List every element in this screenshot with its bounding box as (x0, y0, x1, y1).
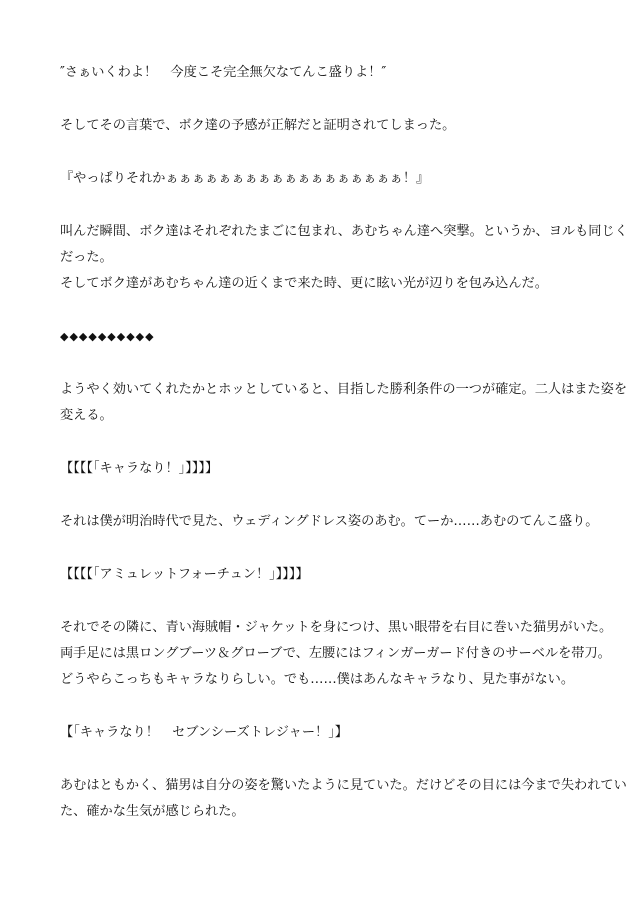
text-line: 【「キャラなり！ セブンシーズトレジャー！」】 (60, 725, 348, 740)
text-line: それは僕が明治時代で見た、ウェディングドレス姿のあむ。てーか……あむのてんこ盛り。 (60, 514, 599, 529)
text-line: ″さぁいくわよ！ 今度こそ完全無欠なてんこ盛りよ！″ (60, 65, 387, 80)
text-line: た、確かな生気が感じられた。 (60, 804, 245, 819)
section-divider: ◆◆◆◆◆◆◆◆◆◆ (60, 330, 155, 343)
text-line: 『やっぱりそれかぁぁぁぁぁぁぁぁぁぁぁぁぁぁぁぁぁぁ！』 (60, 171, 430, 186)
text-line: 変える。 (60, 408, 113, 423)
text-line: 【【【【「アミュレットフォーチュン！」】】】】 (60, 567, 309, 582)
text-line: どうやらこっちもキャラなりらしい。でも……僕はあんなキャラなり、見た事がない。 (60, 672, 575, 687)
text-line: だった。 (60, 250, 113, 265)
text-line: そしてボク達があむちゃん達の近くまで来た時、更に眩い光が辺りを包み込んだ。 (60, 276, 548, 291)
text-line: あむはともかく、猫男は自分の姿を驚いたように見ていた。だけどその目には今まで失われてい (60, 778, 627, 793)
text-line: そしてその言葉で、ボク達の予感が正解だと証明されてしまった。 (60, 118, 456, 133)
text-line: 両手足には黒ロングブーツ＆グローブで、左腰にはフィンガーガード付きのサーベルを帯刀。 (60, 646, 611, 661)
text-line: ようやく効いてくれたかとホッとしていると、目指した勝利条件の一つが確定。二人はまた姿を (60, 382, 628, 397)
text-line: それでその隣に、青い海賊帽・ジャケットを身につけ、黒い眼帯を右目に巻いた猫男がいた。 (60, 620, 613, 635)
text-line: 【【【【「キャラなり！」】】】】 (60, 461, 219, 476)
text-line: 叫んだ瞬間、ボク達はそれぞれたまごに包まれ、あむちゃん達へ突撃。というか、ヨルも同じく (60, 224, 628, 239)
